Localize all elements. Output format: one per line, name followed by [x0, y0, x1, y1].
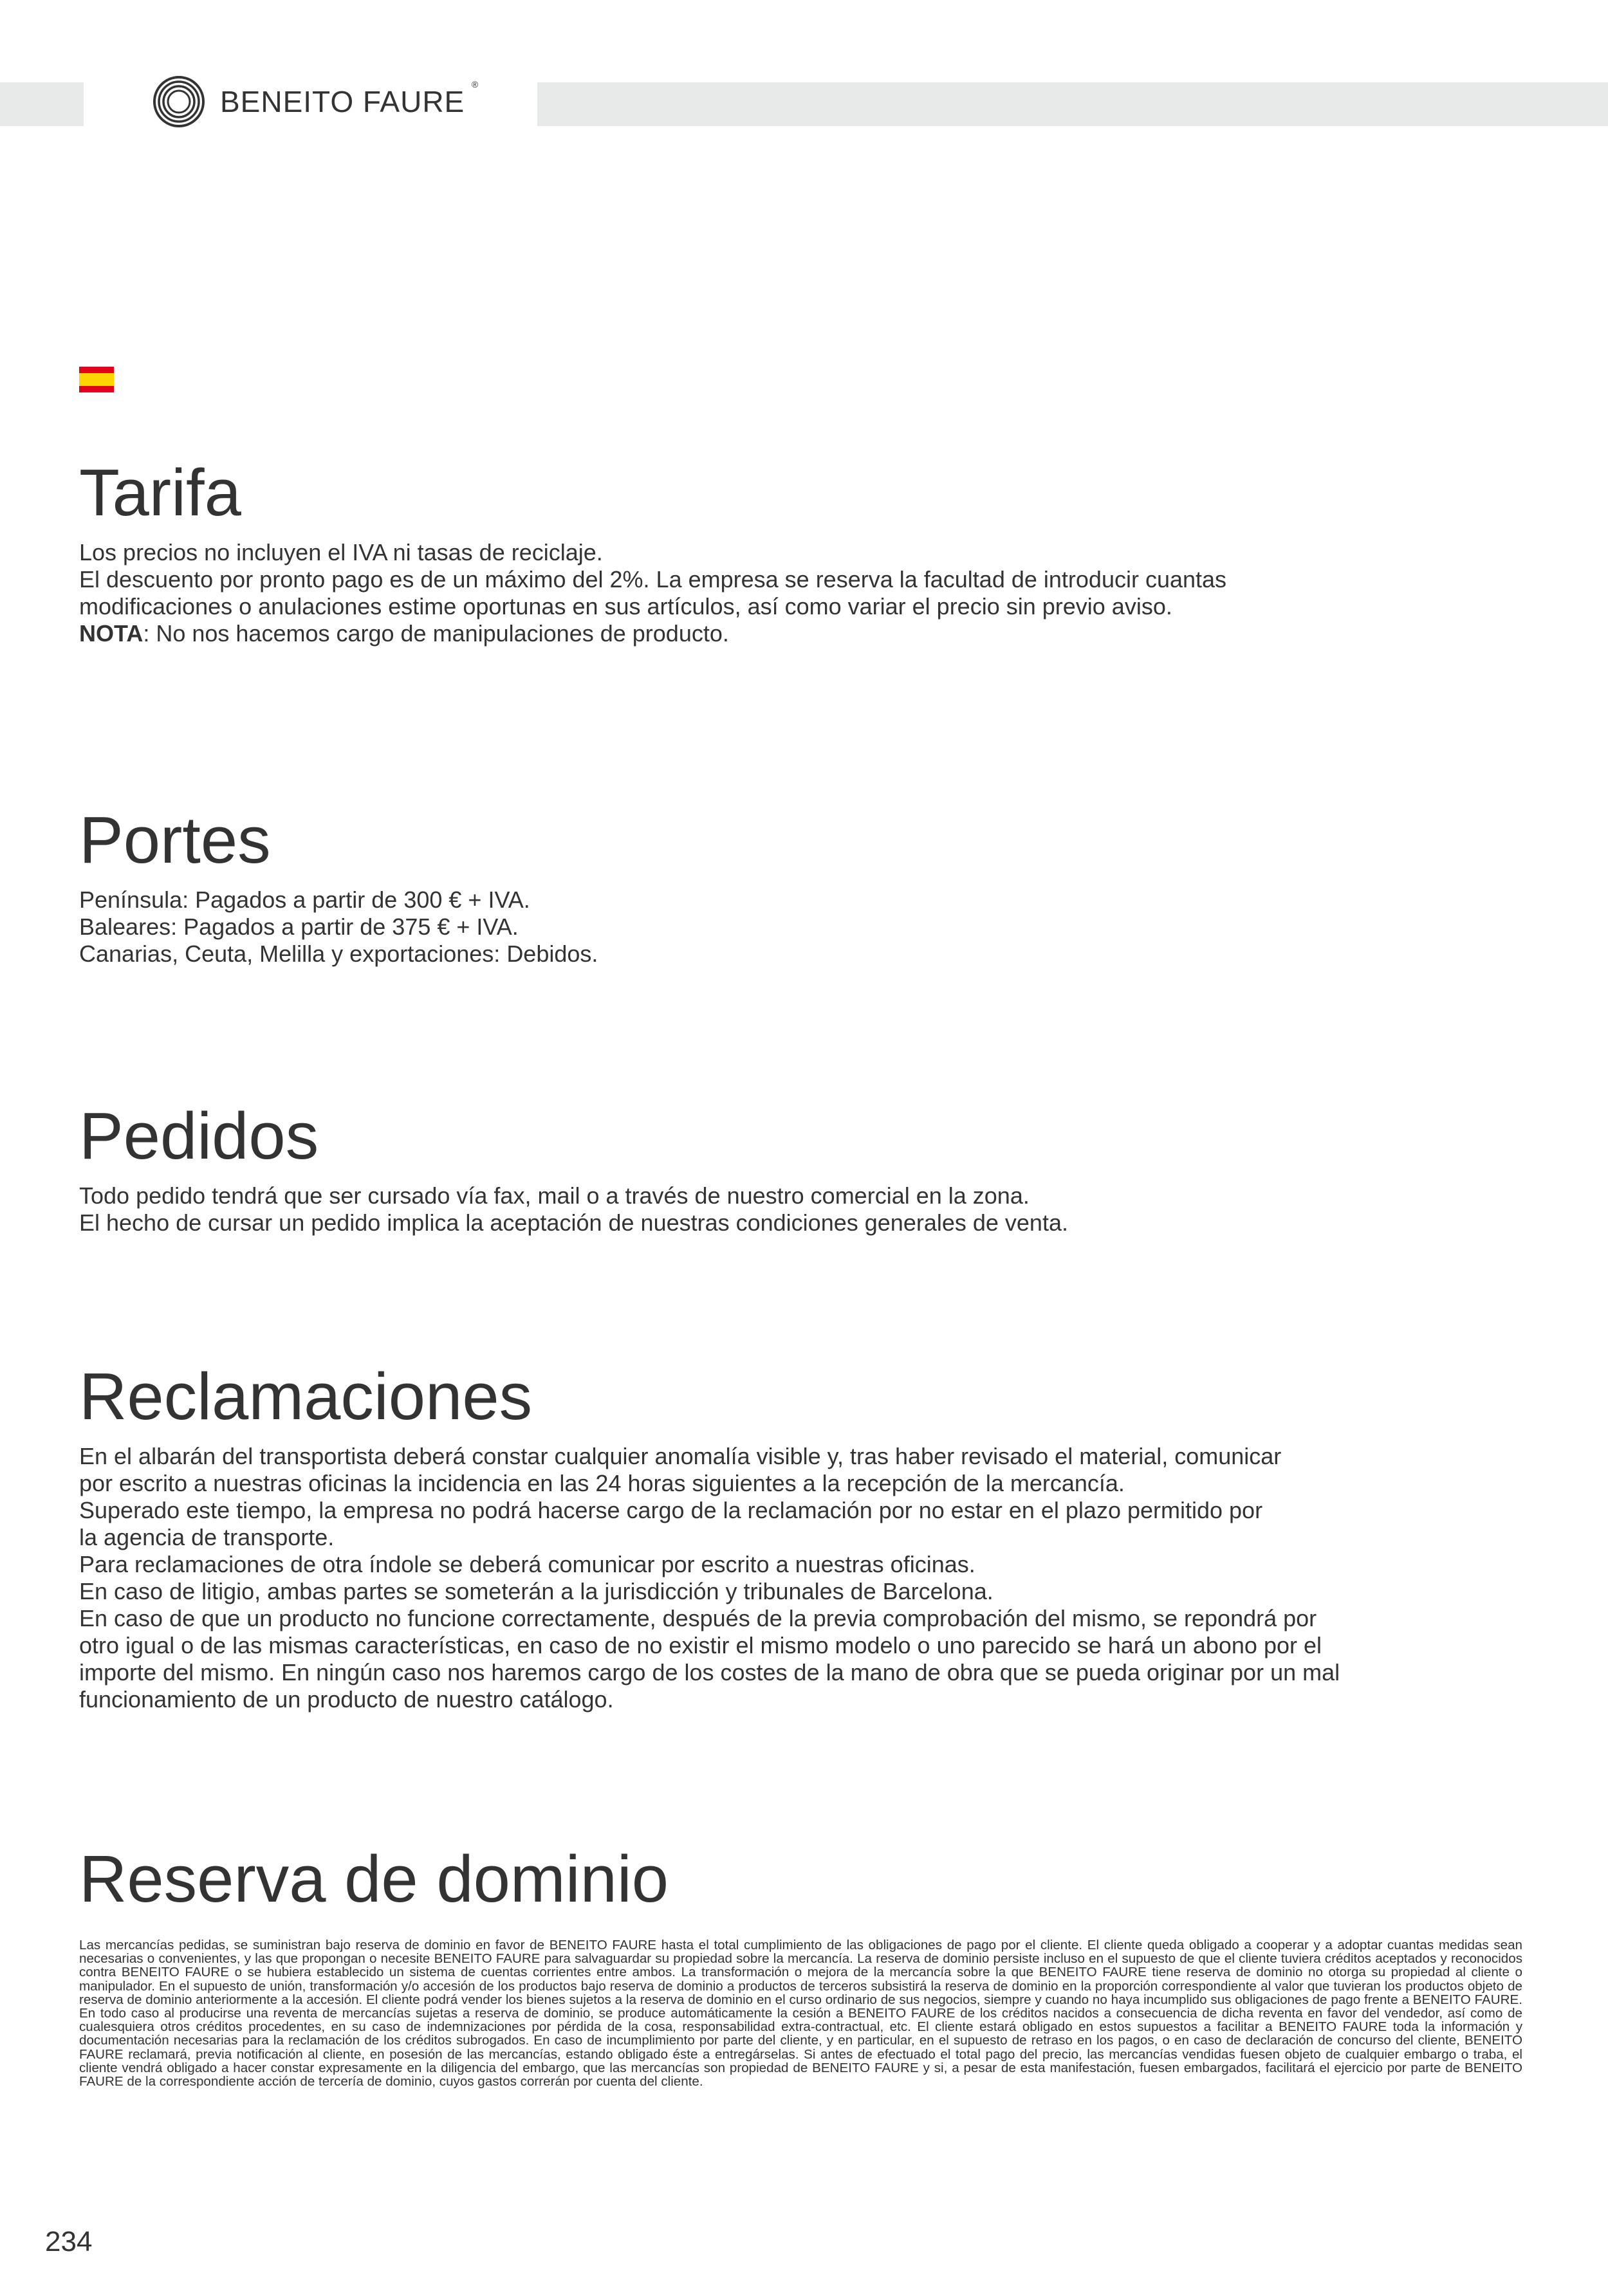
- reclamaciones-line: funcionamiento de un producto de nuestro catálogo.: [79, 1686, 614, 1713]
- reclamaciones-line: otro igual o de las mismas características, en caso de no existir el mismo modelo o uno parecido se hará un abono por el: [79, 1632, 1322, 1658]
- reclamaciones-line: Superado este tiempo, la empresa no podrá hacerse cargo de la reclamación por no estar en el plazo permitido por: [79, 1497, 1263, 1523]
- section-reserva-de-dominio: [79, 1843, 1527, 2088]
- tarifa-line: modificaciones o anulaciones estime oportunas en sus artículos, así como variar el precio sin previo aviso.: [79, 593, 1172, 620]
- reclamaciones-line: la agencia de transporte.: [79, 1524, 335, 1550]
- concentric-rings-logo-icon: [152, 75, 206, 129]
- reclamaciones-line: por escrito a nuestras oficinas la incidencia en las 24 horas siguientes a la recepción de la mercancía.: [79, 1470, 1125, 1496]
- section-pedidos: [79, 1100, 1527, 1236]
- brand-name-text: BENEITO FAURE: [220, 85, 465, 118]
- section-title-portes: Portes: [79, 803, 271, 877]
- note-label: NOTA: [79, 620, 143, 647]
- reclamaciones-line: importe del mismo. En ningún caso nos haremos cargo de los costes de la mano de obra que se pueda originar por un mal: [79, 1659, 1340, 1685]
- section-title-pedidos: Pedidos: [79, 1099, 319, 1173]
- portes-line: Península: Pagados a partir de 300 € + IVA.: [79, 886, 530, 913]
- page-number: 234: [45, 2226, 93, 2257]
- section-title-reclamaciones: Reclamaciones: [79, 1359, 533, 1433]
- portes-body: [79, 886, 1527, 968]
- brand-name: [220, 79, 479, 119]
- portes-line: Baleares: Pagados a partir de 375 € + IVA.: [79, 914, 519, 940]
- reclamaciones-line: En el albarán del transportista deberá constar cualquier anomalía visible y, tras haber revisado el material, comunicar: [79, 1443, 1282, 1469]
- registered-mark: ®: [471, 79, 479, 89]
- section-portes: [79, 804, 1527, 968]
- reclamaciones-line: En caso de litigio, ambas partes se someterán a la jurisdicción y tribunales de Barcelona.: [79, 1578, 993, 1604]
- brand-logo[interactable]: [152, 72, 479, 131]
- portes-line: Canarias, Ceuta, Melilla y exportaciones: Debidos.: [79, 941, 598, 967]
- tarifa-line: El descuento por pronto pago es de un máximo del 2%. La empresa se reserva la facultad de introducir cuantas: [79, 566, 1227, 592]
- section-title-tarifa: Tarifa: [79, 455, 241, 529]
- tarifa-body: [79, 539, 1527, 647]
- header-bar-right: [537, 82, 1608, 126]
- pedidos-line: Todo pedido tendrá que ser cursado vía fax, mail o a través de nuestro comercial en la zona.: [79, 1182, 1030, 1209]
- pedidos-body: [79, 1182, 1527, 1236]
- section-title-reserva: Reserva de dominio: [79, 1842, 669, 1916]
- pedidos-line: El hecho de cursar un pedido implica la aceptación de nuestras condiciones generales de venta.: [79, 1209, 1068, 1236]
- reclamaciones-line: Para reclamaciones de otra índole se deberá comunicar por escrito a nuestras oficinas.: [79, 1551, 975, 1577]
- section-reclamaciones: [79, 1361, 1527, 1713]
- reclamaciones-line: En caso de que un producto no funcione correctamente, después de la previa comprobación del mismo, se repondrá por: [79, 1605, 1317, 1631]
- tarifa-line: Los precios no incluyen el IVA ni tasas de reciclaje.: [79, 539, 603, 565]
- section-tarifa: [79, 457, 1527, 647]
- reclamaciones-body: [79, 1443, 1527, 1713]
- reserva-legal-text: Las mercancías pedidas, se suministran bajo reserva de dominio en favor de BENEITO FAURE hasta el total cumplimiento de las obligaciones de pago por el cliente. El cliente queda obligado a cooperar y a adoptar cuantas medidas sean necesarias o convenientes, y las que propongan o necesite BENEITO FAURE para salvaguardar su propiedad sobre la mercancía. La reserva de dominio persiste incluso en el supuesto de que el cliente tuviera créditos aceptados y reconocidos contra BENEITO FAURE o se hubiera establecido un sistema de cuentas corrientes entre ambos. La transformación o mejora de la mercancía sobre la que BENEITO FAURE tiene reserva de dominio no otorga su propiedad al cliente o manipulador. En el supuesto de unión, transformación y/o accesión de los productos bajo reserva de dominio a productos de terceros subsistirá la reserva de dominio en la proporción correspondiente al valor que tuvieran los productos objeto de reserva de dominio anteriormente a la accesión. El cliente podrá vender los bienes sujetos a la reserva de dominio en el curso ordinario de sus negocios, siempre y cuando no haya incumplido sus obligaciones de pago frente a BENEITO FAURE. En todo caso al producirse una reventa de mercancías sujetas a reserva de dominio, se produce automáticamente la cesión a BENEITO FAURE de los créditos nacidos a consecuencia de dicha reventa en favor del vendedor, así como de cualesquiera otros créditos procedentes, en su caso de indemnizaciones por pérdida de la cosa, responsabilidad extra-contractual, etc. El cliente estará obligado en estos supuestos a facilitar a BENEITO FAURE toda la información y documentación necesarias para la reclamación de los créditos subrogados. En caso de incumplimiento por parte del cliente, y en particular, en el supuesto de retraso en los pagos, o en caso de declaración de concurso del cliente, BENEITO FAURE reclamará, previa notificación al cliente, en posesión de las mercancías, estando obligado éste a entregárselas. Si antes de efectuado el total pago del precio, las mercancías vendidas fuesen objeto de cualquier embargo o traba, el cliente vendrá obligado a hacer constar expresamente en la diligencia del embargo, que las mercancías son propiedad de BENEITO FAURE y si, a pesar de esta manifestación, fuesen embargados, facilitará el ejercicio por parte de BENEITO FAURE de la correspondiente acción de tercería de dominio, cuyos gastos correrán por cuenta del cliente.: [79, 1938, 1522, 2089]
- tarifa-note: [79, 620, 1527, 647]
- note-text: : No nos hacemos cargo de manipulaciones de producto.: [143, 620, 729, 647]
- spain-flag-icon: [79, 367, 114, 392]
- header-bar-left: [0, 82, 84, 126]
